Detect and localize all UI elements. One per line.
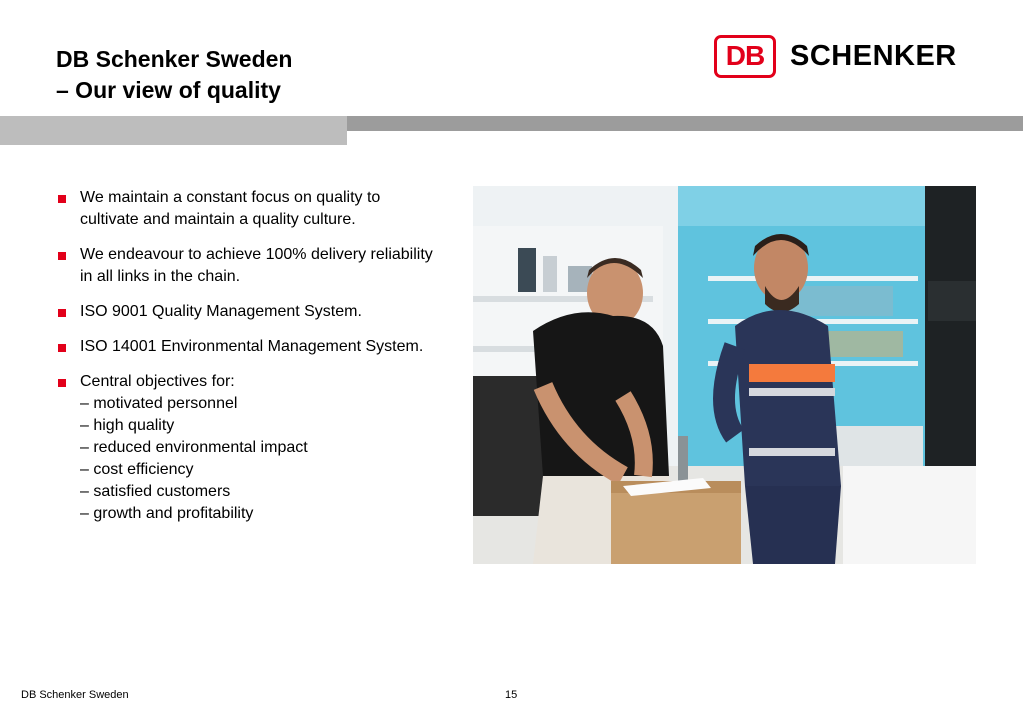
bullet-item	[58, 301, 438, 323]
bullet-item	[58, 187, 438, 231]
bullet-square-icon	[58, 344, 66, 352]
bullet-square-icon	[58, 379, 66, 387]
bullet-item	[58, 336, 438, 358]
objective-item: – motivated personnel	[80, 395, 238, 412]
db-logo-text: DB	[725, 40, 765, 71]
bullet-list	[58, 187, 438, 538]
db-logo-badge	[714, 35, 776, 78]
objective-item: – cost efficiency	[80, 461, 194, 478]
page-title	[56, 44, 292, 106]
objective-item: – high quality	[80, 417, 175, 434]
page-title-line1: DB Schenker Sweden	[56, 46, 293, 72]
objective-item: – reduced environmental impact	[80, 439, 308, 456]
bullet-square-icon	[58, 195, 66, 203]
header-divider-accent	[0, 116, 347, 145]
bullet-text: ISO 9001 Quality Management System.	[80, 303, 362, 320]
bullet-item	[58, 371, 438, 525]
page-title-line2: – Our view of quality	[56, 77, 281, 103]
footer-company: DB Schenker Sweden	[21, 689, 129, 701]
db-schenker-logo	[714, 34, 957, 78]
bullet-square-icon	[58, 252, 66, 260]
bullet-item	[58, 244, 438, 288]
page-number: 15	[505, 689, 518, 701]
schenker-wordmark: SCHENKER	[790, 39, 957, 72]
bullet-square-icon	[58, 309, 66, 317]
delivery-photo	[473, 186, 976, 564]
objective-item: – satisfied customers	[80, 483, 231, 500]
bullet-text: ISO 14001 Environmental Management System.	[80, 338, 424, 355]
bullet-text: We maintain a constant focus on quality to cultivate and maintain a quality culture.	[80, 189, 381, 228]
bullet-text: Central objectives for:	[80, 373, 235, 390]
objective-item: – growth and profitability	[80, 505, 254, 522]
bullet-text: We endeavour to achieve 100% delivery reliability in all links in the chain.	[80, 246, 433, 285]
